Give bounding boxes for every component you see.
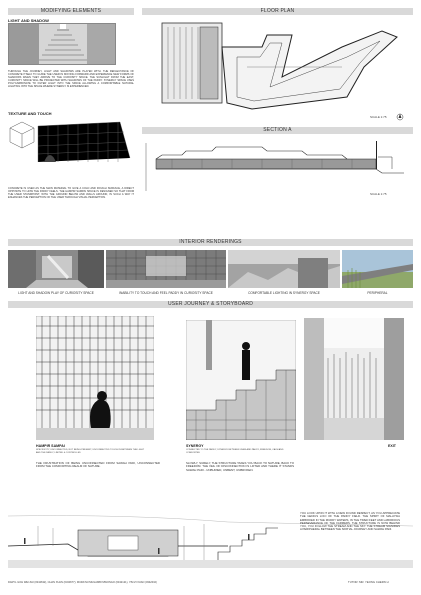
section-a-drawing <box>142 137 413 197</box>
exit-title: EXIT <box>388 444 396 448</box>
caption-peripheral: PERIPHERAL <box>367 291 388 295</box>
rendering-light-shadow <box>8 250 104 288</box>
hampir-sampai-text: THE FRUSTRATION OF BEING UNCONNECTED FROM SAWAH PADI, UNCONNECTED FROM THE COMFORTING REALM OF NATURE. <box>36 461 160 469</box>
section-header-floor-plan: FLOOR PLAN <box>142 8 413 15</box>
light-shadow-title: LIGHT AND SHADOW <box>8 18 49 23</box>
footer-tutor: TUTOR: MR. YEONG CHERN LI <box>348 580 389 584</box>
light-shadow-sketch <box>8 23 116 65</box>
rendering-peripheral <box>342 250 413 288</box>
texture-touch-title: TEXTURE AND TOUCH <box>8 111 52 116</box>
texture-touch-sketch <box>8 118 134 166</box>
hampir-sampai-title: HAMPIR SAMPAI <box>36 444 65 448</box>
caption-comfortable-lighting: COMFORTABLE LIGHTING IN SYNERGY SPACE <box>248 291 320 295</box>
synergy-title: SYNERGY <box>186 444 204 448</box>
section-header-interior: INTERIOR RENDERINGS <box>8 239 413 246</box>
rendering-inability-touch <box>106 250 226 288</box>
section-header-section-a: SECTION A <box>142 127 413 134</box>
texture-touch-text: CONCRETE IS USED AS THE MAIN MATERIAL TO GIVE A COLD AND ROUGH SURFACE, A DIRECT OPPOSITE TO HOW THE PADDY FEELS. THE HAMPIR SAMPAI SPACE IS DESIGNED SO THAT FROM THE USER STANDPOINT, WITH THE GROUND BELOW AND WALLS AROUND, IN SUCH A WAY IT ENHANCES THE PERCEPTION OF THE USER THROUGH VISUAL PERCEPTION. <box>8 187 134 200</box>
caption-inability-touch: INABILITY TO TOUCH AND FEEL PADDY IN CURIOSITY SPACE <box>119 291 213 295</box>
storyboard-hampir-sampai <box>36 316 154 440</box>
rendering-comfortable-lighting <box>228 250 340 288</box>
section-header-modifying: MODIFYING ELEMENTS <box>8 8 134 15</box>
footer-names: DARYL GOH WEI ZHI (0342632), CHAN XUAN (0343677), MURATHI MUGAMBI MWONGO (0342121), YIM ZI XUAN (0342010) <box>8 581 157 584</box>
synergy-text: SLOWLY, SURELY, THE STRUCTURE TAKES YOU BACK TO NATURE, BACK TO FREEDOM. THE VEIL OF DISCONNECTION IS LIFTED AND THERE IT STANDS SAWAH PADI - UNBURIED, UNBENT, UNBROKEN. <box>186 461 294 472</box>
light-shadow-text: THROUGH THE JOURNEY, LIGHT AND SHADOWS ARE PLAYED WITH. THE REFLECTANCE OF CONCRETE ITSELF TO GUIDE THE USER IN MOVING FORWARD AND EXPERIENCE NEW FORMS OF SHADOWS WHEN THEY ARRIVE TO THE CURIOSITY SPACE. THE SUNLIGHT FROM THE EAST, CURIOSITY SPACE WILL BE PROJECTED WITH SHADOWS OF THE PADDY. SYNERGY SPACE USES POLYCARBONATE TO FILTER LIGHT INTO THE SPACE ALLOWING A COMFORTABLE NATURAL LIGHTING INTO THE SPACE WHERE SYNERGY IS EXPERIENCED. <box>8 70 134 89</box>
caption-light-shadow: LIGHT AND SHADOW PLAY OF CURIOSITY SPACE <box>18 291 94 295</box>
floor-plan-scale: SCALE 1:75 <box>370 115 387 119</box>
synergy-keywords: CONNECTED TO THE PADDY, SYNERGY BETWEEN USER AND PADDY, FREEDOM, CALM AND COMFORTED <box>186 449 284 454</box>
storyboard-synergy <box>186 320 296 440</box>
exit-text: YOU LOOK UPON IT WITH A NEW FOUND RESPECT, AS YOU APPRECIATE THE GENIUS LOCI OF THE PADDY FIELD. THE SPIRIT OF MALAYSIA EMBODIED IN THE MUDDY WATERS, IN THE TIRED FEET AND LABORIOUS PERSEVERANCE OF THE FARMERS. THE STRUCTURE IS NOW BEHIND YOU, YOU FOLLOW THE STREAM AND THE SKY. THE STREAM SIGNIFIES A PERIPHERAL BETWEEN THE SPATIAL JOURNEY AND SAWAH PADI. <box>300 511 400 532</box>
storyboard-exit <box>304 318 404 440</box>
floor-plan-drawing <box>142 17 413 123</box>
hampir-sampai-keywords: SPECIFICITY, UNCONNECTED, NOT BEING PRESENT, UNCONNECTED TOUCH IN BETWEEN THE LIGHT AND THE PADDY, LIMITED & CONTROLLED <box>36 449 145 454</box>
section-a-scale: SCALE 1:75 <box>370 192 387 196</box>
section-header-journey: USER JOURNEY & STORYBOARD <box>8 301 413 308</box>
